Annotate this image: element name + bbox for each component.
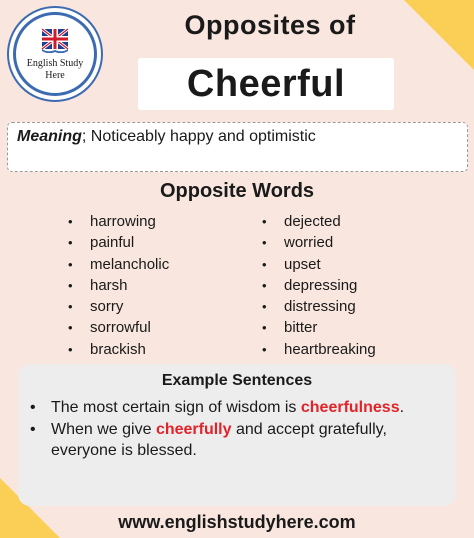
- example-sentences-heading: Example Sentences: [161, 372, 313, 389]
- list-item: [68, 254, 169, 275]
- list-item: [68, 339, 169, 360]
- opposite-words-left-list: [68, 211, 169, 360]
- bullet-icon: •: [262, 277, 267, 293]
- sentence-text: When we give: [51, 420, 156, 438]
- bullet-icon: •: [68, 214, 73, 229]
- opposite-word: sorrowful: [90, 319, 151, 337]
- sentence-highlight: cheerfully: [155, 420, 232, 438]
- opposite-word: harrowing: [90, 213, 156, 230]
- bullet-icon: •: [262, 299, 267, 315]
- bullet-icon: •: [68, 341, 73, 357]
- opposite-word: painful: [90, 234, 135, 252]
- opposite-word: brackish: [90, 340, 146, 358]
- example-sentence: [30, 419, 450, 462]
- bullet-icon: •: [262, 235, 267, 251]
- bullet-icon: •: [68, 299, 73, 315]
- bullet-icon: •: [262, 320, 267, 336]
- bullet-icon: •: [30, 399, 36, 416]
- page-title: Opposites of: [184, 10, 356, 40]
- opposite-word: heartbreaking: [284, 340, 376, 358]
- list-item: [68, 317, 169, 338]
- opposite-word: depressing: [284, 276, 358, 294]
- opposite-word: bitter: [284, 319, 318, 337]
- example-sentences-list: [30, 397, 450, 462]
- logo: [7, 6, 103, 102]
- meaning-separator: ;: [81, 128, 87, 145]
- opposite-word: harsh: [90, 276, 128, 294]
- bullet-icon: •: [262, 214, 267, 229]
- list-item: [68, 211, 169, 232]
- meaning-box: [7, 122, 468, 172]
- opposite-words-right-list: [262, 211, 376, 360]
- sentence-text: and accept gratefully, everyone is blessed.: [51, 420, 387, 459]
- list-item: [262, 232, 376, 253]
- opposite-word: upset: [284, 255, 321, 273]
- opposite-word: worried: [284, 234, 334, 252]
- bullet-icon: •: [68, 235, 73, 251]
- list-item: [262, 211, 376, 232]
- opposite-word: melancholic: [90, 255, 170, 273]
- logo-text-line2: Here: [45, 70, 65, 81]
- sentence-highlight: cheerfulness: [300, 399, 400, 416]
- list-item: [262, 296, 376, 317]
- list-item: [262, 254, 376, 275]
- opposite-word: sorry: [90, 298, 124, 316]
- sentence-text: .: [399, 399, 405, 416]
- list-item: [68, 275, 169, 296]
- opposite-word: distressing: [284, 298, 356, 316]
- list-item: [262, 317, 376, 338]
- meaning-label: Meaning: [17, 128, 82, 145]
- bullet-icon: •: [68, 277, 73, 293]
- logo-text-line1: English Study: [26, 58, 84, 69]
- book-flag-icon: [40, 27, 70, 53]
- list-item: [68, 232, 169, 253]
- list-item: [262, 339, 376, 360]
- bullet-icon: •: [262, 341, 267, 357]
- list-item: [262, 275, 376, 296]
- example-sentence: [30, 397, 450, 419]
- headword-box: [138, 58, 394, 110]
- website-link[interactable]: www.englishstudyhere.com: [118, 512, 356, 532]
- bullet-icon: •: [68, 256, 73, 272]
- opposite-word: dejected: [284, 213, 341, 230]
- opposite-words-heading: Opposite Words: [159, 180, 315, 202]
- bullet-icon: •: [262, 256, 267, 272]
- headword: Cheerful: [186, 62, 346, 105]
- bullet-icon: •: [68, 320, 73, 336]
- bullet-icon: •: [30, 420, 36, 438]
- meaning-text: Noticeably happy and optimistic: [90, 128, 316, 145]
- sentence-text: The most certain sign of wisdom is: [51, 399, 301, 416]
- logo-text: [19, 58, 91, 82]
- logo-ring: [13, 12, 97, 96]
- list-item: [68, 296, 169, 317]
